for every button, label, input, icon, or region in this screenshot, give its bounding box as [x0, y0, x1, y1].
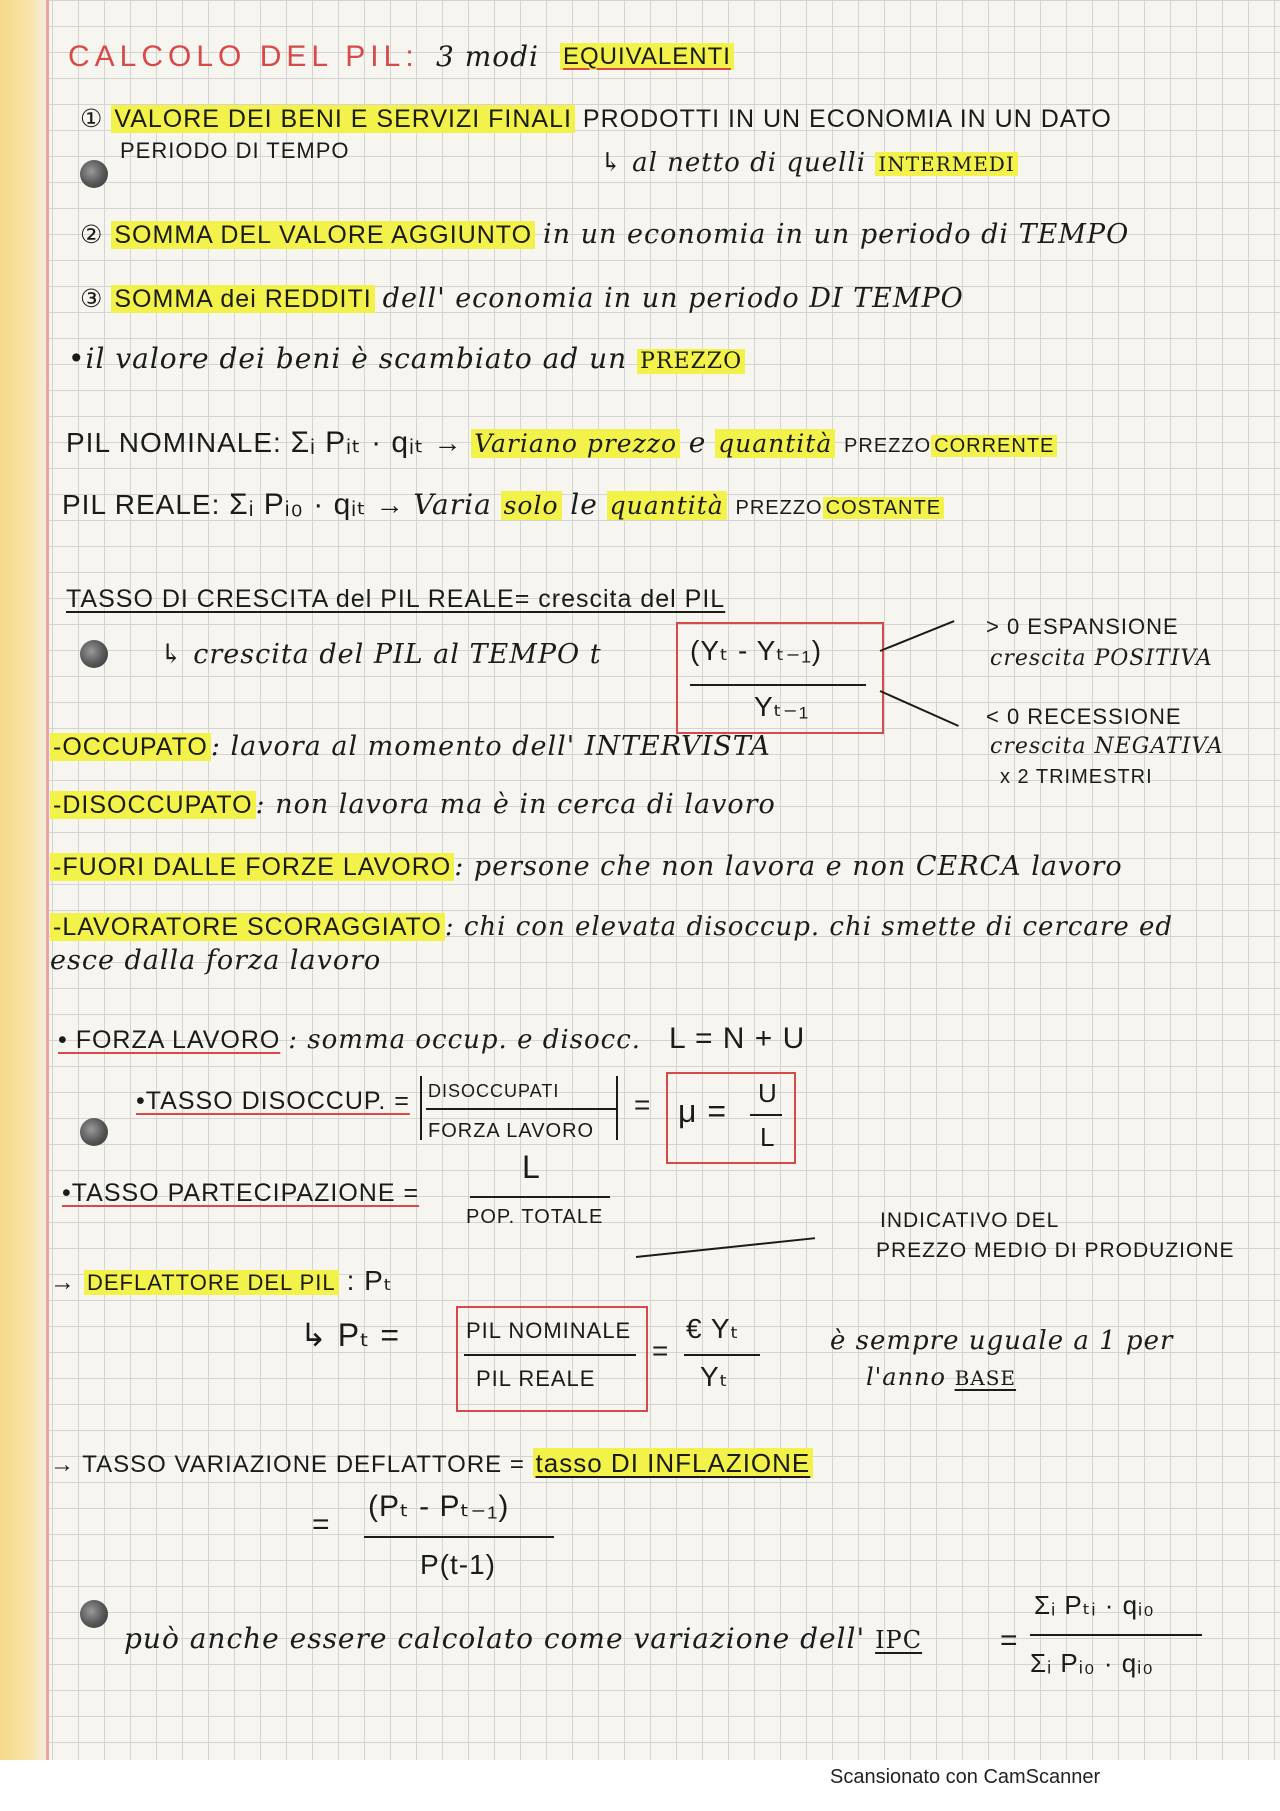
method-1-subnote-highlight: INTERMEDI	[875, 152, 1017, 176]
method-3-rest: dell' economia in un periodo DI TEMPO	[382, 283, 964, 314]
title-prefix: CALCOLO DEL PIL	[68, 40, 406, 73]
binder-hole-icon	[80, 160, 108, 188]
pil-nominale-highlight-2: quantità	[715, 429, 835, 458]
pil-nominale-tag: PREZZO	[844, 435, 932, 457]
pil-reale-label: PIL REALE:	[62, 489, 221, 520]
ipc-den: Σᵢ Pᵢ₀ · qᵢ₀	[1030, 1648, 1155, 1678]
pil-reale-formula: Σᵢ Pᵢ₀ · qᵢₜ	[229, 488, 367, 521]
method-2	[80, 220, 1129, 250]
def-fuori-term: -FUORI DALLE FORZE LAVORO	[50, 853, 454, 881]
ipc-bar	[1030, 1634, 1202, 1636]
def-scoraggiato-term: -LAVORATORE SCORAGGIATO	[50, 913, 445, 941]
arrow-right-icon: →	[433, 427, 463, 458]
deflator-side-base: BASE	[954, 1366, 1017, 1390]
method-1-rest: PRODOTTI IN UN ECONOMIA IN UN DATO	[582, 105, 1112, 133]
binder-hole-icon	[80, 640, 108, 668]
unemployment-symbol: μ =	[678, 1093, 728, 1129]
growth-negative-1: < 0 RECESSIONE	[986, 704, 1182, 729]
growth-positive-1: > 0 ESPANSIONE	[986, 614, 1179, 639]
tasso-disoccupazione-den: FORZA LAVORO	[428, 1120, 595, 1142]
inflation-bar	[364, 1536, 554, 1538]
method-1-line2: PERIODO DI TEMPO	[120, 138, 350, 163]
deflator-side-2	[866, 1362, 1016, 1393]
ipc-text: può anche essere calcolato come variazione dell'	[124, 1622, 866, 1655]
pil-nominale-formula: Σᵢ Pᵢₜ · qᵢₜ	[290, 426, 425, 459]
method-2-highlight: SOMMA DEL VALORE AGGIUNTO	[111, 221, 535, 249]
tasso-disoccupazione-num: DISOCCUPATI	[428, 1081, 560, 1101]
pil-reale-row	[62, 490, 944, 523]
tasso-partecipazione-den: POP. TOTALE	[466, 1206, 604, 1228]
deflator-note-1: INDICATIVO DEL	[880, 1209, 1060, 1232]
arrow-up-icon	[880, 620, 955, 652]
price-bullet	[68, 344, 745, 377]
forza-lavoro-def: : somma occup. e disocc.	[288, 1025, 642, 1055]
subnote-arrow-icon: ↳	[300, 1317, 328, 1353]
tasso-disoccupazione-label	[136, 1086, 410, 1116]
price-bullet-text: •il valore dei beni è scambiato ad un	[68, 342, 628, 375]
bracket-left	[420, 1076, 422, 1140]
binder-hole-icon	[80, 1600, 108, 1628]
title-subtitle: 3 modi	[436, 40, 540, 73]
tasso-partecipazione-label	[62, 1178, 419, 1208]
pil-reale-mid: le	[570, 488, 598, 521]
growth-negative-3: x 2 TRIMESTRI	[1000, 766, 1153, 788]
tasso-partecipazione-num: L	[522, 1149, 541, 1185]
pil-reale-pre: Varia	[413, 488, 492, 521]
def-occupato-text: : lavora al momento dell' INTERVISTA	[210, 731, 771, 762]
growth-negative-2: crescita NEGATIVA	[990, 734, 1224, 759]
page-margin	[0, 0, 48, 1760]
deflator-sub	[300, 1317, 401, 1353]
deflator-rhs-num: € Yₜ	[686, 1313, 740, 1344]
deflator-frac-bar	[464, 1354, 636, 1356]
title-emphasis	[560, 42, 734, 72]
method-2-number: ②	[80, 221, 104, 249]
bracket-right	[616, 1076, 618, 1140]
def-fuori-text: : persone che non lavora e non CERCA lavoro	[454, 851, 1123, 882]
arrow-right-icon: →	[375, 489, 405, 520]
inflation-highlight: tasso DI INFLAZIONE	[533, 1448, 814, 1478]
def-occupato	[50, 732, 771, 762]
growth-numerator: (Yₜ - Yₜ₋₁)	[690, 635, 823, 666]
ipc-row	[124, 1624, 922, 1655]
tasso-disoccupazione-bar	[426, 1108, 618, 1110]
margin-line	[46, 0, 49, 1760]
unemployment-bar	[750, 1114, 782, 1116]
growth-fraction-bar	[690, 684, 866, 686]
def-fuori	[50, 852, 1123, 882]
deflator-note-2: PREZZO MEDIO DI PRODUZIONE	[876, 1239, 1235, 1262]
deflator-side-2-text: l'anno	[866, 1363, 946, 1391]
deflator-rhs-den: Yₜ	[700, 1361, 729, 1392]
pil-nominale-mid: e	[688, 426, 707, 459]
def-scoraggiato-text: : chi con elevata disoccup. chi smette di cercare ed	[444, 912, 1174, 942]
def-disoccupato	[50, 790, 776, 820]
unemployment-num: U	[758, 1078, 778, 1108]
arrow-to-note-icon	[636, 1237, 815, 1258]
pil-nominale-label: PIL NOMINALE:	[66, 427, 282, 458]
deflator-frac-den: PIL REALE	[476, 1366, 596, 1391]
method-1-subnote	[600, 148, 1018, 179]
method-2-rest: in un economia in un periodo di TEMPO	[543, 219, 1130, 250]
title-emphasis-text: EQUIVALENTI	[560, 43, 734, 70]
subnote-arrow-icon: ↳	[600, 148, 623, 178]
inflation-row	[50, 1448, 813, 1480]
deflator-label	[50, 1266, 393, 1298]
arrow-down-icon	[880, 690, 959, 727]
ipc-eq: =	[1000, 1624, 1019, 1657]
method-3-highlight: SOMMA dei REDDITI	[111, 285, 374, 313]
ipc-num: Σᵢ Pₜᵢ · qᵢ₀	[1034, 1590, 1155, 1620]
tasso-disoccupazione-eq: =	[634, 1089, 652, 1120]
growth-heading-text: TASSO DI CRESCITA del PIL REALE= crescita del PIL	[66, 585, 726, 613]
deflator-frac-num: PIL NOMINALE	[466, 1318, 632, 1343]
pil-reale-highlight-2: quantità	[607, 491, 727, 520]
def-scoraggiato-line2: esce dalla forza lavoro	[50, 945, 382, 976]
inflation-eq: =	[312, 1508, 331, 1541]
method-1-number: ①	[80, 105, 104, 133]
def-disoccupato-text: : non lavora ma è in cerca di lavoro	[255, 789, 776, 820]
def-disoccupato-term: -DISOCCUPATO	[50, 791, 256, 819]
pil-reale-highlight-1: solo	[501, 491, 562, 520]
def-occupato-term: -OCCUPATO	[50, 733, 211, 761]
forza-lavoro-label: • FORZA LAVORO	[58, 1026, 281, 1054]
forza-lavoro-equation: L = N + U	[669, 1022, 806, 1055]
deflator-rhs-bar	[684, 1354, 760, 1356]
unemployment-den: L	[760, 1122, 776, 1152]
inflation-num: (Pₜ - Pₜ₋₁)	[368, 1490, 510, 1523]
method-3-number: ③	[80, 285, 104, 313]
method-3	[80, 284, 964, 314]
binder-hole-icon	[80, 1118, 108, 1146]
growth-positive-2: crescita POSITIVA	[990, 646, 1213, 671]
pil-nominale-tag-highlight: CORRENTE	[931, 435, 1057, 457]
price-bullet-highlight: PREZZO	[637, 349, 745, 374]
pil-nominale-row	[66, 428, 1057, 461]
def-scoraggiato	[50, 912, 1173, 942]
inflation-den: P(t-1)	[420, 1549, 496, 1580]
pil-reale-tag-highlight: COSTANTE	[823, 497, 944, 519]
deflator-label-symbol: : Pₜ	[346, 1265, 394, 1296]
inflation-label: → TASSO VARIAZIONE DEFLATTORE =	[50, 1451, 525, 1478]
deflator-label-highlight: DEFLATTORE DEL PIL	[84, 1270, 339, 1295]
tasso-partecipazione-bar	[470, 1196, 610, 1198]
growth-denominator: Yₜ₋₁	[754, 691, 810, 722]
tasso-partecipazione-label-text: •TASSO PARTECIPAZIONE =	[62, 1179, 420, 1207]
title-colon: :	[405, 40, 419, 73]
page-title	[68, 42, 419, 72]
pil-nominale-highlight-1: Variano prezzo	[471, 429, 680, 458]
method-1-subnote-text: al netto di quelli	[632, 148, 867, 178]
deflator-side-1: è sempre uguale a 1 per	[830, 1326, 1174, 1356]
growth-sub: ↳ crescita del PIL al TEMPO t	[160, 639, 602, 670]
ipc-label: IPC	[875, 1626, 923, 1654]
forza-lavoro-row	[58, 1024, 805, 1055]
method-1	[80, 104, 1112, 134]
scanner-watermark: Scansionato con CamScanner	[830, 1766, 1101, 1788]
pil-reale-tag: PREZZO	[735, 497, 823, 519]
arrow-right-icon: →	[50, 1268, 76, 1296]
deflator-pt: Pₜ =	[337, 1317, 401, 1353]
deflator-eq: =	[652, 1335, 670, 1366]
growth-heading	[66, 584, 725, 614]
method-1-highlight: VALORE DEI BENI E SERVIZI FINALI	[111, 105, 575, 133]
tasso-disoccupazione-label-text: •TASSO DISOCCUP. =	[136, 1087, 410, 1115]
